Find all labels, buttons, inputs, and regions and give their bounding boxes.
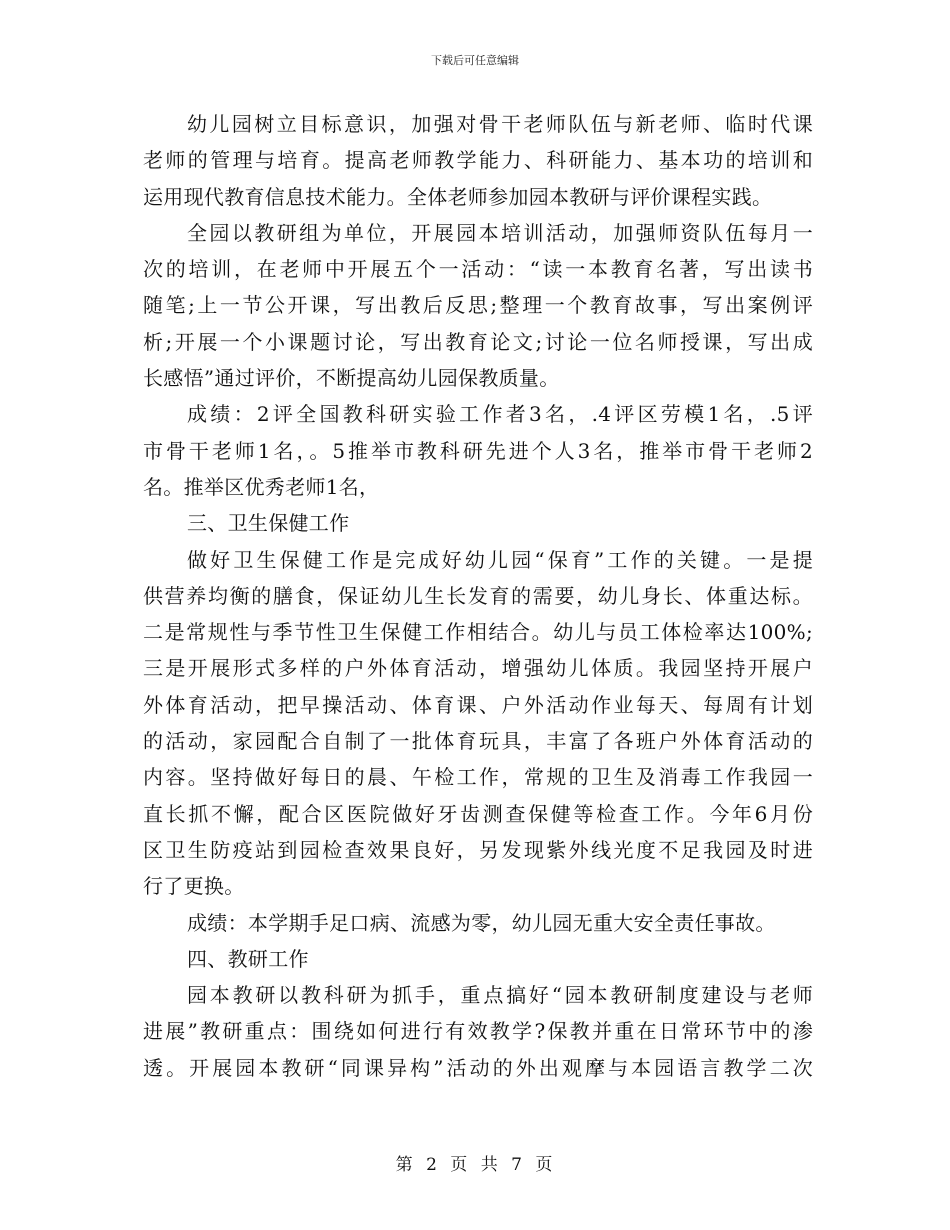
text-line: 二是常规性与季节性卫生保健工作相结合。幼儿与员工体检率达100%;	[143, 620, 813, 645]
text-line: 市骨干老师1名，。5推举市教科研先进个人3名，推举市骨干老师2	[143, 438, 813, 463]
text-line: 直长抓不懈，配合区医院做好牙齿测查保健等检查工作。今年6月份	[143, 801, 813, 826]
text-line: 园本教研以教科研为抓手，重点搞好“园本教研制度建设与老师	[187, 983, 813, 1008]
text-line: 供营养均衡的膳食，保证幼儿生长发育的需要，幼儿身长、体重达标。	[143, 583, 813, 608]
page-header: 下载后可任意编辑	[431, 54, 519, 67]
text-line: 随笔;上一节公开课，写出教后反思;整理一个教育故事，写出案例评	[143, 293, 813, 318]
text-line: 成绩：2评全国教科研实验工作者3名，.4评区劳模1名，.5评	[187, 402, 813, 427]
text-line: 次的培训，在老师中开展五个一活动：“读一本教育名著，写出读书	[143, 257, 813, 282]
page-number-footer: 第 2 页 共 7 页	[395, 1155, 555, 1175]
text-line: 的活动，家园配合自制了一批体育玩具，丰富了各班户外体育活动的	[143, 729, 813, 754]
text-line: 内容。坚持做好每日的晨、午检工作，常规的卫生及消毒工作我园一	[143, 765, 813, 790]
section-heading: 三、卫生保健工作	[187, 511, 350, 536]
text-line: 长感悟”通过评价，不断提高幼儿园保教质量。	[143, 366, 560, 391]
text-line: 成绩：本学期手足口病、流感为零，幼儿园无重大安全责任事故。	[187, 910, 776, 935]
text-line: 区卫生防疫站到园检查效果良好，另发现紫外线光度不足我园及时进	[143, 837, 813, 862]
text-line: 做好卫生保健工作是完成好幼儿园“保育”工作的关键。一是提	[187, 547, 813, 572]
section-heading: 四、教研工作	[187, 946, 309, 971]
document-body	[143, 106, 813, 1086]
text-line: 进展”教研重点：围绕如何进行有效教学?保教并重在日常环节中的渗	[143, 1019, 813, 1044]
text-line: 老师的管理与培育。提高老师教学能力、科研能力、基本功的培训和	[143, 148, 813, 173]
text-line: 析;开展一个小课题讨论，写出教育论文;讨论一位名师授课，写出成	[143, 329, 813, 354]
text-line: 幼儿园树立目标意识，加强对骨干老师队伍与新老师、临时代课	[187, 112, 813, 136]
text-line: 透。开展园本教研“同课异构”活动的外出观摩与本园语言教学二次	[143, 1055, 813, 1080]
text-line: 三是开展形式多样的户外体育活动，增强幼儿体质。我园坚持开展户	[143, 656, 813, 681]
text-line: 全园以教研组为单位，开展园本培训活动，加强师资队伍每月一	[187, 220, 813, 245]
text-line: 名。推举区优秀老师1名，	[143, 474, 380, 499]
text-line: 行了更换。	[143, 874, 245, 899]
text-line: 运用现代教育信息技术能力。全体老师参加园本教研与评价课程实践。	[143, 184, 773, 209]
text-line: 外体育活动，把早操活动、体育课、户外活动作业每天、每周有计划	[143, 692, 813, 717]
